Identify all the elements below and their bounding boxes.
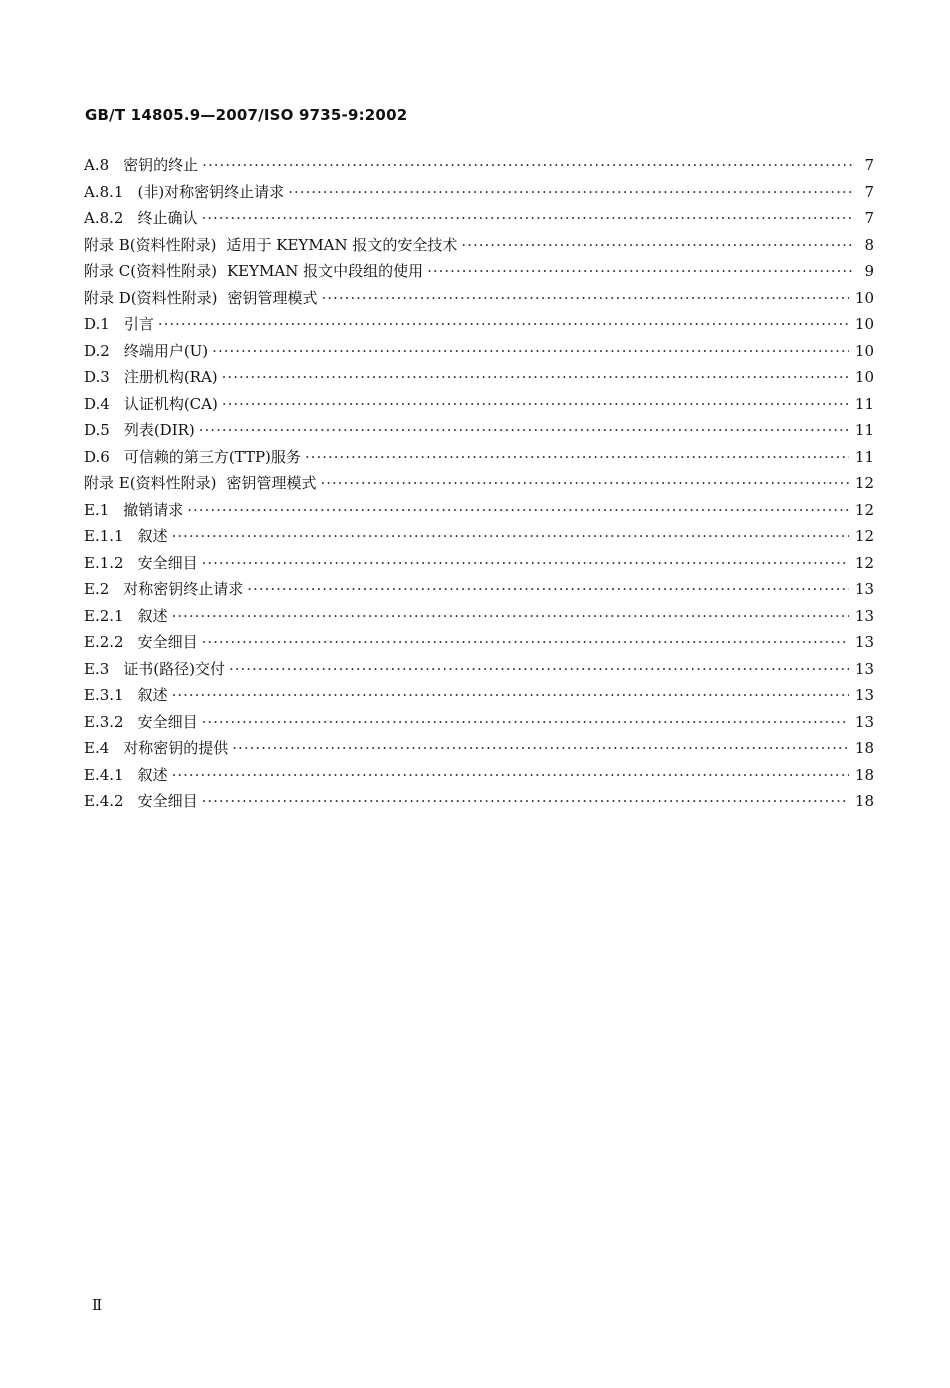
dot-leader [202, 629, 849, 656]
toc-entry-title: 叙述 [137, 765, 168, 784]
toc-entry-number: E.2.2 [84, 633, 124, 651]
toc-entry-title: 叙述 [137, 686, 168, 704]
toc-entry-page: 13 [854, 712, 874, 731]
toc-entry-page: 7 [864, 209, 874, 227]
toc-entry-title: 撤销请求 [123, 500, 184, 519]
toc-entry-number: E.4.1 [84, 765, 124, 784]
toc-entry-page: 13 [854, 606, 874, 625]
toc-entry-title: 终止确认 [137, 209, 198, 227]
toc-entry-page: 10 [854, 288, 874, 307]
dot-leader [320, 470, 848, 497]
toc-entry[interactable] [84, 470, 874, 497]
dot-leader [202, 152, 854, 179]
toc-entry-number: 附录 E(资料性附录) [84, 474, 217, 492]
toc-entry-title: 可信赖的第三方(TTP)服务 [123, 447, 301, 466]
toc-entry-title: 证书(路径)交付 [123, 659, 225, 678]
toc-entry-title: 对称密钥终止请求 [123, 580, 244, 598]
toc-entry-page: 18 [854, 765, 874, 784]
toc-entry-title: 密钥管理模式 [227, 288, 318, 307]
dot-leader [222, 391, 849, 418]
toc-entry-page: 13 [854, 580, 874, 598]
toc-entry-title: 适用于 KEYMAN 报文的安全技术 [226, 235, 458, 254]
toc-entry[interactable] [84, 417, 874, 444]
dot-leader [229, 656, 849, 683]
toc-entry-title: 认证机构(CA) [123, 394, 218, 413]
toc-entry[interactable] [84, 762, 874, 789]
toc-entry-page: 12 [854, 474, 874, 492]
toc-entry-page: 10 [854, 315, 874, 333]
toc-entry-page: 13 [854, 633, 874, 651]
toc-entry-page: 7 [864, 156, 874, 174]
toc-entry-number: D.4 [84, 394, 110, 413]
dot-leader [427, 258, 854, 285]
toc-entry-title: 注册机构(RA) [123, 368, 218, 386]
toc-entry-page: 9 [864, 262, 874, 280]
page-number: Ⅱ [92, 1296, 103, 1314]
toc-entry-title: 引言 [123, 315, 154, 333]
toc-entry[interactable] [84, 152, 874, 179]
toc-entry-page: 10 [854, 368, 874, 386]
toc-entry-number: D.5 [84, 421, 110, 439]
dot-leader [201, 205, 854, 232]
toc-entry[interactable] [84, 497, 874, 524]
toc-entry[interactable] [84, 311, 874, 338]
toc-entry-number: 附录 C(资料性附录) [84, 262, 217, 280]
toc-entry-page: 13 [854, 659, 874, 678]
toc-entry[interactable] [84, 709, 874, 736]
toc-entry-title: 终端用户(U) [123, 341, 209, 360]
toc-entry[interactable] [84, 258, 874, 285]
dot-leader [172, 603, 849, 630]
toc-entry-number: A.8.2 [84, 209, 124, 227]
toc-entry[interactable] [84, 523, 874, 550]
dot-leader [172, 762, 849, 789]
toc-entry-title: 叙述 [137, 527, 168, 545]
toc-entry-title: 密钥的终止 [123, 156, 199, 174]
toc-entry[interactable] [84, 364, 874, 391]
toc-entry-title: 安全细目 [137, 792, 198, 810]
dot-leader [172, 523, 849, 550]
toc-entry-page: 13 [854, 686, 874, 704]
dot-leader [232, 735, 849, 762]
toc-entry[interactable] [84, 179, 874, 206]
toc-entry[interactable] [84, 656, 874, 683]
toc-entry-title: 安全细目 [137, 553, 198, 572]
toc-entry-number: E.4.2 [84, 792, 124, 810]
toc-entry-number: E.2.1 [84, 606, 124, 625]
dot-leader [288, 179, 854, 206]
toc-entry[interactable] [84, 788, 874, 815]
toc-entry-number: E.3.1 [84, 686, 124, 704]
dot-leader [461, 232, 854, 259]
toc-entry-page: 8 [864, 235, 874, 254]
dot-leader [202, 709, 849, 736]
toc-entry-title: 对称密钥的提供 [123, 739, 229, 757]
toc-entry-number: E.3.2 [84, 712, 124, 731]
toc-entry[interactable] [84, 444, 874, 471]
toc-entry[interactable] [84, 550, 874, 577]
toc-entry-page: 18 [854, 792, 874, 810]
toc-entry[interactable] [84, 629, 874, 656]
toc-entry-number: A.8.1 [84, 182, 124, 201]
dot-leader [199, 417, 849, 444]
toc-entry-title: 密钥管理模式 [226, 474, 317, 492]
toc-entry-title: 列表(DIR) [123, 421, 195, 439]
dot-leader [322, 285, 849, 312]
dot-leader [247, 576, 849, 603]
toc-entry-page: 12 [854, 500, 874, 519]
toc-entry-title: 安全细目 [137, 633, 198, 651]
toc-entry[interactable] [84, 285, 874, 312]
toc-entry-page: 11 [854, 421, 874, 439]
toc-entry[interactable] [84, 205, 874, 232]
toc-entry-number: E.1.2 [84, 553, 124, 572]
toc-entry[interactable] [84, 576, 874, 603]
dot-leader [222, 364, 849, 391]
dot-leader [158, 311, 849, 338]
toc-entry-page: 7 [864, 182, 874, 201]
toc-entry[interactable] [84, 682, 874, 709]
toc-entry-page: 12 [854, 553, 874, 572]
toc-entry-title: (非)对称密钥终止请求 [137, 182, 285, 201]
toc-entry-page: 10 [854, 341, 874, 360]
toc-entry-number: A.8 [84, 156, 110, 174]
dot-leader [305, 444, 849, 471]
toc-entry-number: E.4 [84, 739, 110, 757]
toc-entry-number: D.3 [84, 368, 110, 386]
dot-leader [202, 788, 849, 815]
toc-entry[interactable] [84, 603, 874, 630]
toc-entry[interactable] [84, 232, 874, 259]
toc-entry-page: 11 [854, 447, 874, 466]
toc-entry-title: 安全细目 [137, 712, 198, 731]
toc-entry[interactable] [84, 735, 874, 762]
table-of-contents [84, 152, 874, 815]
toc-entry-page: 11 [854, 394, 874, 413]
toc-entry-number: D.6 [84, 447, 110, 466]
dot-leader [172, 682, 849, 709]
toc-entry[interactable] [84, 338, 874, 365]
toc-entry-number: D.2 [84, 341, 110, 360]
toc-entry-title: KEYMAN 报文中段组的使用 [226, 262, 424, 280]
dot-leader [202, 550, 849, 577]
dot-leader [212, 338, 849, 365]
toc-entry[interactable] [84, 391, 874, 418]
toc-entry-page: 18 [854, 739, 874, 757]
toc-entry-number: 附录 D(资料性附录) [84, 288, 218, 307]
toc-entry-number: D.1 [84, 315, 110, 333]
toc-entry-number: 附录 B(资料性附录) [84, 235, 217, 254]
toc-entry-title: 叙述 [137, 606, 168, 625]
document-code-header: GB/T 14805.9—2007/ISO 9735-9:2002 [85, 106, 408, 124]
toc-entry-number: E.1.1 [84, 527, 124, 545]
toc-entry-number: E.2 [84, 580, 110, 598]
toc-entry-number: E.3 [84, 659, 110, 678]
toc-entry-number: E.1 [84, 500, 110, 519]
dot-leader [187, 497, 849, 524]
toc-entry-page: 12 [854, 527, 874, 545]
